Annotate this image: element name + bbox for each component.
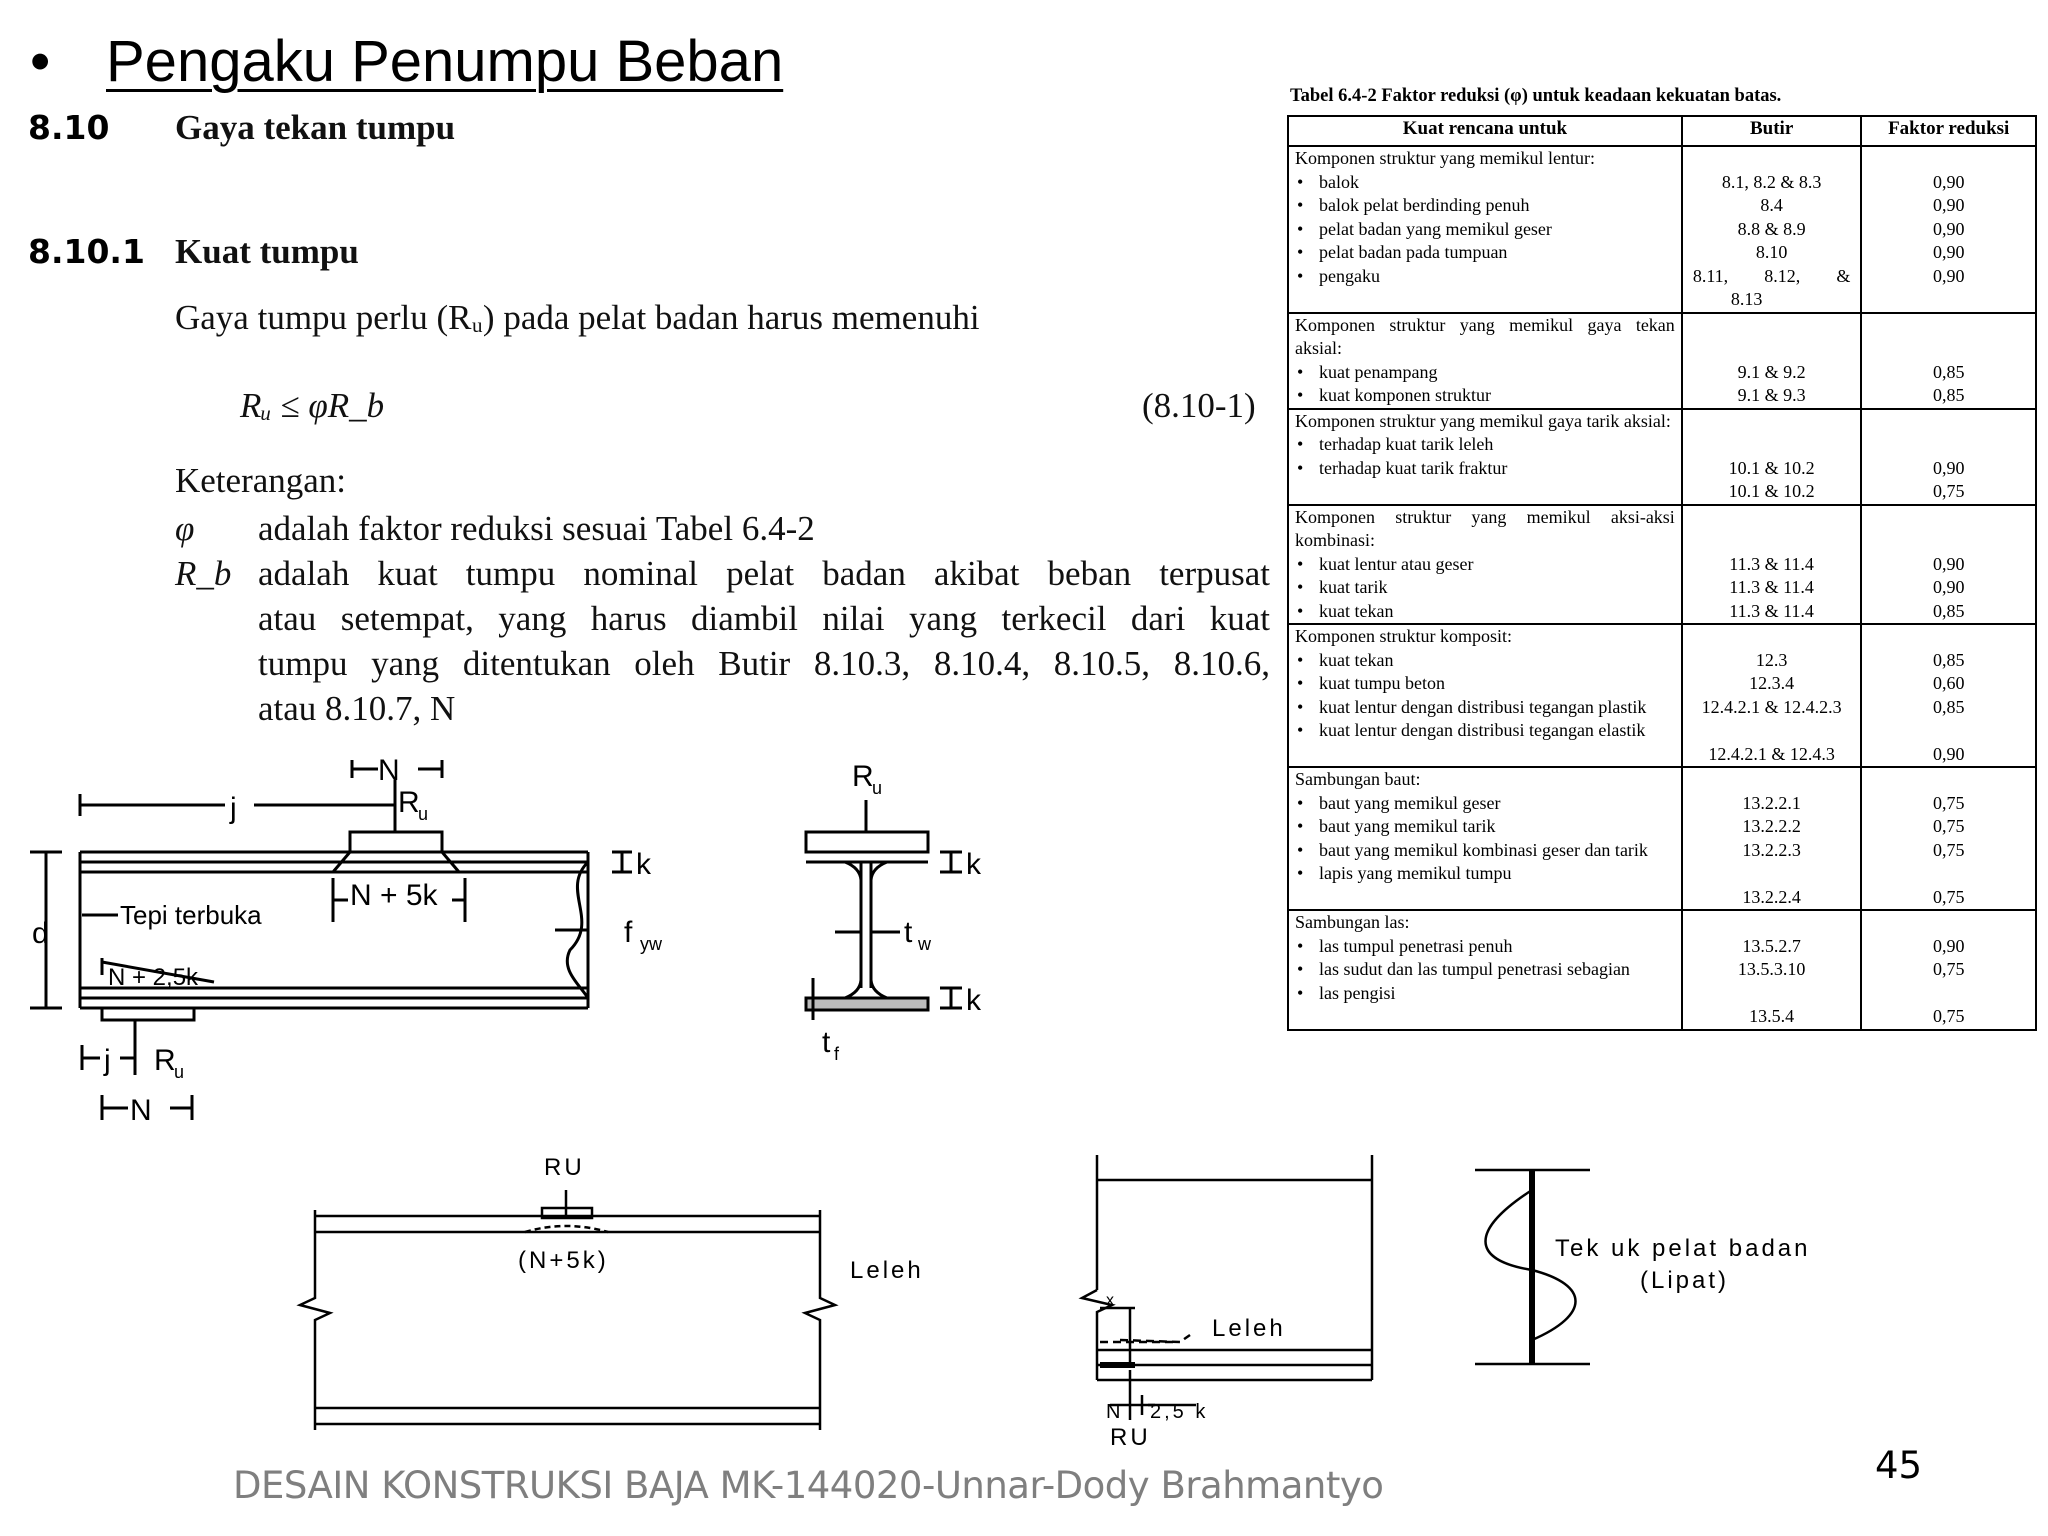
label-tf-sub: f — [834, 1044, 840, 1064]
list-item: • kuat penampang — [1319, 361, 1675, 385]
butir-value: 13.5.4 — [1749, 1006, 1795, 1026]
butir-value: 13.2.2.2 — [1742, 816, 1801, 836]
header-butir: Butir — [1682, 116, 1862, 146]
faktor-value: 0,90 — [1932, 265, 1965, 286]
footer-text: DESAIN KONSTRUKSI BAJA MK-144020-Unnar-Dody Brahmantyo — [233, 1464, 1384, 1507]
list-item: • baut yang memikul kombinasi geser dan tarik — [1319, 839, 1675, 863]
butir-value: 9.1 & 9.2 — [1737, 361, 1806, 382]
list-item: • kuat lentur dengan distribusi tegangan elastik — [1319, 719, 1675, 743]
section-number-8-10: 8.10 — [28, 108, 110, 147]
butir-value: 13.5.3.10 — [1737, 959, 1806, 979]
intro-text: Gaya tumpu perlu (Rᵤ) pada pelat badan harus memenuhi — [175, 298, 980, 337]
faktor-value: 0,85 — [1932, 600, 1965, 621]
list-item: • kuat lentur atau geser — [1319, 553, 1675, 577]
butir-value: 8.4 — [1760, 195, 1783, 215]
group-title: Komponen struktur komposit: — [1295, 626, 1512, 646]
butir-value: 8.13 — [1730, 289, 1763, 309]
faktor-value: 0,85 — [1932, 385, 1965, 405]
def-phi-symbol: φ — [175, 509, 195, 548]
table-caption: Tabel 6.4-2 Faktor reduksi (φ) untuk keadaan kekuatan batas. — [1290, 86, 1782, 106]
load-Ru-top-sub: u — [418, 804, 429, 824]
list-item: • terhadap kuat tarik leleh — [1319, 433, 1675, 457]
label-tf: t — [822, 1026, 831, 1059]
faktor-value: 0,90 — [1932, 577, 1965, 597]
list-item: • baut yang memikul tarik — [1319, 815, 1675, 839]
def-rb-line: tumpu yang ditentukan oleh Butir 8.10.3, 8.10.4, 8.10.5, 8.10.6, — [258, 644, 1270, 683]
group-title: Komponen struktur yang memikul lentur: — [1295, 148, 1595, 168]
title-text: Pengaku Penumpu Beban — [106, 29, 784, 94]
list-item: • balok pelat berdinding penuh — [1319, 194, 1675, 218]
page-number: 45 — [1875, 1444, 1923, 1487]
def-rb-line: atau setempat, yang harus diambil nilai yang terkecil dari kuat — [258, 599, 1270, 638]
butir-value: 10.1 & 10.2 — [1728, 457, 1815, 478]
faktor-value: 0,90 — [1932, 743, 1965, 764]
load-RU-right: RU — [1110, 1424, 1151, 1451]
label-tepi-terbuka: Tepi terbuka — [120, 900, 262, 930]
butir-value: 12.4.2.1 & 12.4.2.3 — [1701, 696, 1842, 717]
dim-N-bottom: N — [130, 1094, 152, 1127]
section-title-8-10: Gaya tekan tumpu — [175, 108, 456, 147]
dim-N-sketch: N — [1106, 1401, 1124, 1423]
def-rb-line: atau 8.10.7, N — [258, 689, 456, 728]
section-number-8-10-1: 8.10.1 — [28, 232, 145, 271]
butir-value: 12.3 — [1755, 649, 1788, 670]
faktor-value: 0,75 — [1932, 886, 1965, 907]
list-item: • kuat komponen struktur — [1319, 384, 1675, 408]
dim-N-top: N — [378, 754, 400, 787]
dim-N5k-sketch: (N+5k) — [518, 1247, 609, 1274]
butir-value: 13.5.2.7 — [1742, 935, 1801, 956]
faktor-value: 0,60 — [1932, 673, 1965, 693]
label-lipat: (Lipat) — [1640, 1267, 1730, 1294]
faktor-value: 0,90 — [1932, 935, 1965, 956]
butir-value: 8.10 — [1755, 242, 1788, 262]
load-Ru-bottom-sub: u — [174, 1062, 185, 1082]
butir-value: 8.1, 8.2 & 8.3 — [1721, 171, 1822, 192]
list-item: • pelat badan pada tumpuan — [1319, 241, 1675, 265]
list-item: • kuat lentur dengan distribusi tegangan plastik — [1319, 696, 1675, 720]
list-item: • terhadap kuat tarik fraktur — [1319, 457, 1675, 481]
list-item: • las tumpul penetrasi penuh — [1319, 935, 1675, 959]
label-tw-sub: w — [918, 934, 931, 954]
load-Ru-top: R — [398, 786, 420, 819]
dim-25k: 2,5 k — [1150, 1401, 1209, 1423]
butir-value: 13.2.2.4 — [1742, 886, 1801, 907]
def-rb-line: adalah kuat tumpu nominal pelat badan akibat beban terpusat — [258, 554, 1270, 593]
butir-value: 8.11, 8.12, & — [1692, 265, 1851, 286]
faktor-value: 0,90 — [1932, 218, 1965, 239]
dim-d: d — [32, 917, 49, 950]
list-item: • lapis yang memikul tumpu — [1319, 862, 1675, 886]
section-title-8-10-1: Kuat tumpu — [175, 232, 359, 271]
faktor-value: 0,85 — [1932, 696, 1965, 717]
faktor-value: 0,90 — [1932, 553, 1965, 574]
list-item: • pelat badan yang memikul geser — [1319, 218, 1675, 242]
faktor-value: 0,75 — [1932, 481, 1965, 501]
load-Ru-bottom: R — [154, 1044, 176, 1077]
faktor-value: 0,85 — [1932, 649, 1965, 670]
load-Ru-section-sub: u — [872, 778, 883, 798]
dim-k-section-bottom: k — [966, 984, 981, 1017]
label-tw: t — [904, 916, 913, 949]
group-title: Komponen struktur yang memikul gaya tarik aksial: — [1295, 410, 1671, 431]
keterangan-label: Keterangan: — [175, 461, 347, 500]
butir-value: 12.4.2.1 & 12.4.3 — [1708, 743, 1835, 764]
list-item: • kuat tekan — [1319, 649, 1675, 673]
butir-value: 13.2.2.3 — [1742, 839, 1801, 860]
butir-value: 11.3 & 11.4 — [1729, 577, 1814, 597]
dim-k-flange: k — [636, 848, 651, 881]
def-rb-symbol: R_b — [175, 554, 232, 593]
list-item: • kuat tarik — [1319, 576, 1675, 600]
title-bullet: • — [30, 29, 51, 94]
list-item: • las sudut dan las tumpul penetrasi sebagian — [1319, 958, 1675, 982]
group-title: Sambungan las: — [1295, 912, 1410, 932]
list-item: • kuat tekan — [1319, 600, 1675, 624]
faktor-value: 0,90 — [1932, 242, 1965, 262]
label-leleh-right: Leleh — [1212, 1315, 1286, 1342]
dim-j-bottom: j — [104, 1044, 111, 1077]
dim-N25k: N + 2,5k — [108, 964, 199, 991]
list-item: • kuat tumpu beton — [1319, 672, 1675, 696]
label-fyw: f — [624, 916, 633, 949]
def-phi-text: adalah faktor reduksi sesuai Tabel 6.4-2 — [258, 509, 815, 548]
dim-N5k: N + 5k — [350, 879, 438, 912]
dim-k-section-top: k — [966, 848, 981, 881]
list-item: • las pengisi — [1319, 982, 1675, 1006]
group-title: Komponen struktur yang memikul gaya tekan aksial: — [1295, 314, 1675, 358]
faktor-value: 0,90 — [1932, 171, 1965, 192]
dim-x: x — [1106, 1292, 1117, 1309]
butir-value: 9.1 & 9.3 — [1737, 385, 1806, 405]
list-item: • pengaku — [1319, 265, 1675, 289]
dim-j-top: j — [230, 792, 237, 825]
load-RU-left: RU — [544, 1154, 585, 1181]
butir-value: 12.3.4 — [1749, 673, 1795, 693]
butir-value: 10.1 & 10.2 — [1728, 481, 1815, 501]
faktor-value: 0,90 — [1932, 457, 1965, 478]
equation: Rᵤ ≤ φR_b — [240, 386, 385, 425]
faktor-value: 0,75 — [1932, 792, 1965, 813]
header-faktor: Faktor reduksi — [1861, 116, 2036, 146]
label-fyw-sub: yw — [640, 934, 662, 954]
header-kuat-rencana: Kuat rencana untuk — [1288, 116, 1682, 146]
equation-number: (8.10-1) — [1142, 386, 1256, 425]
group-title: Komponen struktur yang memikul aksi-aksi kombinasi: — [1295, 506, 1675, 550]
faktor-value: 0,90 — [1932, 195, 1965, 215]
group-title: Sambungan baut: — [1295, 769, 1421, 789]
butir-value: 8.8 & 8.9 — [1737, 218, 1806, 239]
list-item: • baut yang memikul geser — [1319, 792, 1675, 816]
faktor-value: 0,75 — [1932, 959, 1965, 979]
faktor-value: 0,75 — [1932, 839, 1965, 860]
butir-value: 11.3 & 11.4 — [1729, 553, 1814, 574]
list-item: • balok — [1319, 171, 1675, 195]
label-leleh-left: Leleh — [850, 1257, 924, 1284]
faktor-value: 0,75 — [1932, 1006, 1965, 1026]
faktor-value: 0,75 — [1932, 816, 1965, 836]
butir-value: 13.2.2.1 — [1742, 792, 1801, 813]
faktor-value: 0,85 — [1932, 361, 1965, 382]
butir-value: 11.3 & 11.4 — [1729, 600, 1814, 621]
label-tekuk: Tek uk pelat badan — [1555, 1235, 1811, 1262]
load-Ru-section: R — [852, 760, 874, 793]
